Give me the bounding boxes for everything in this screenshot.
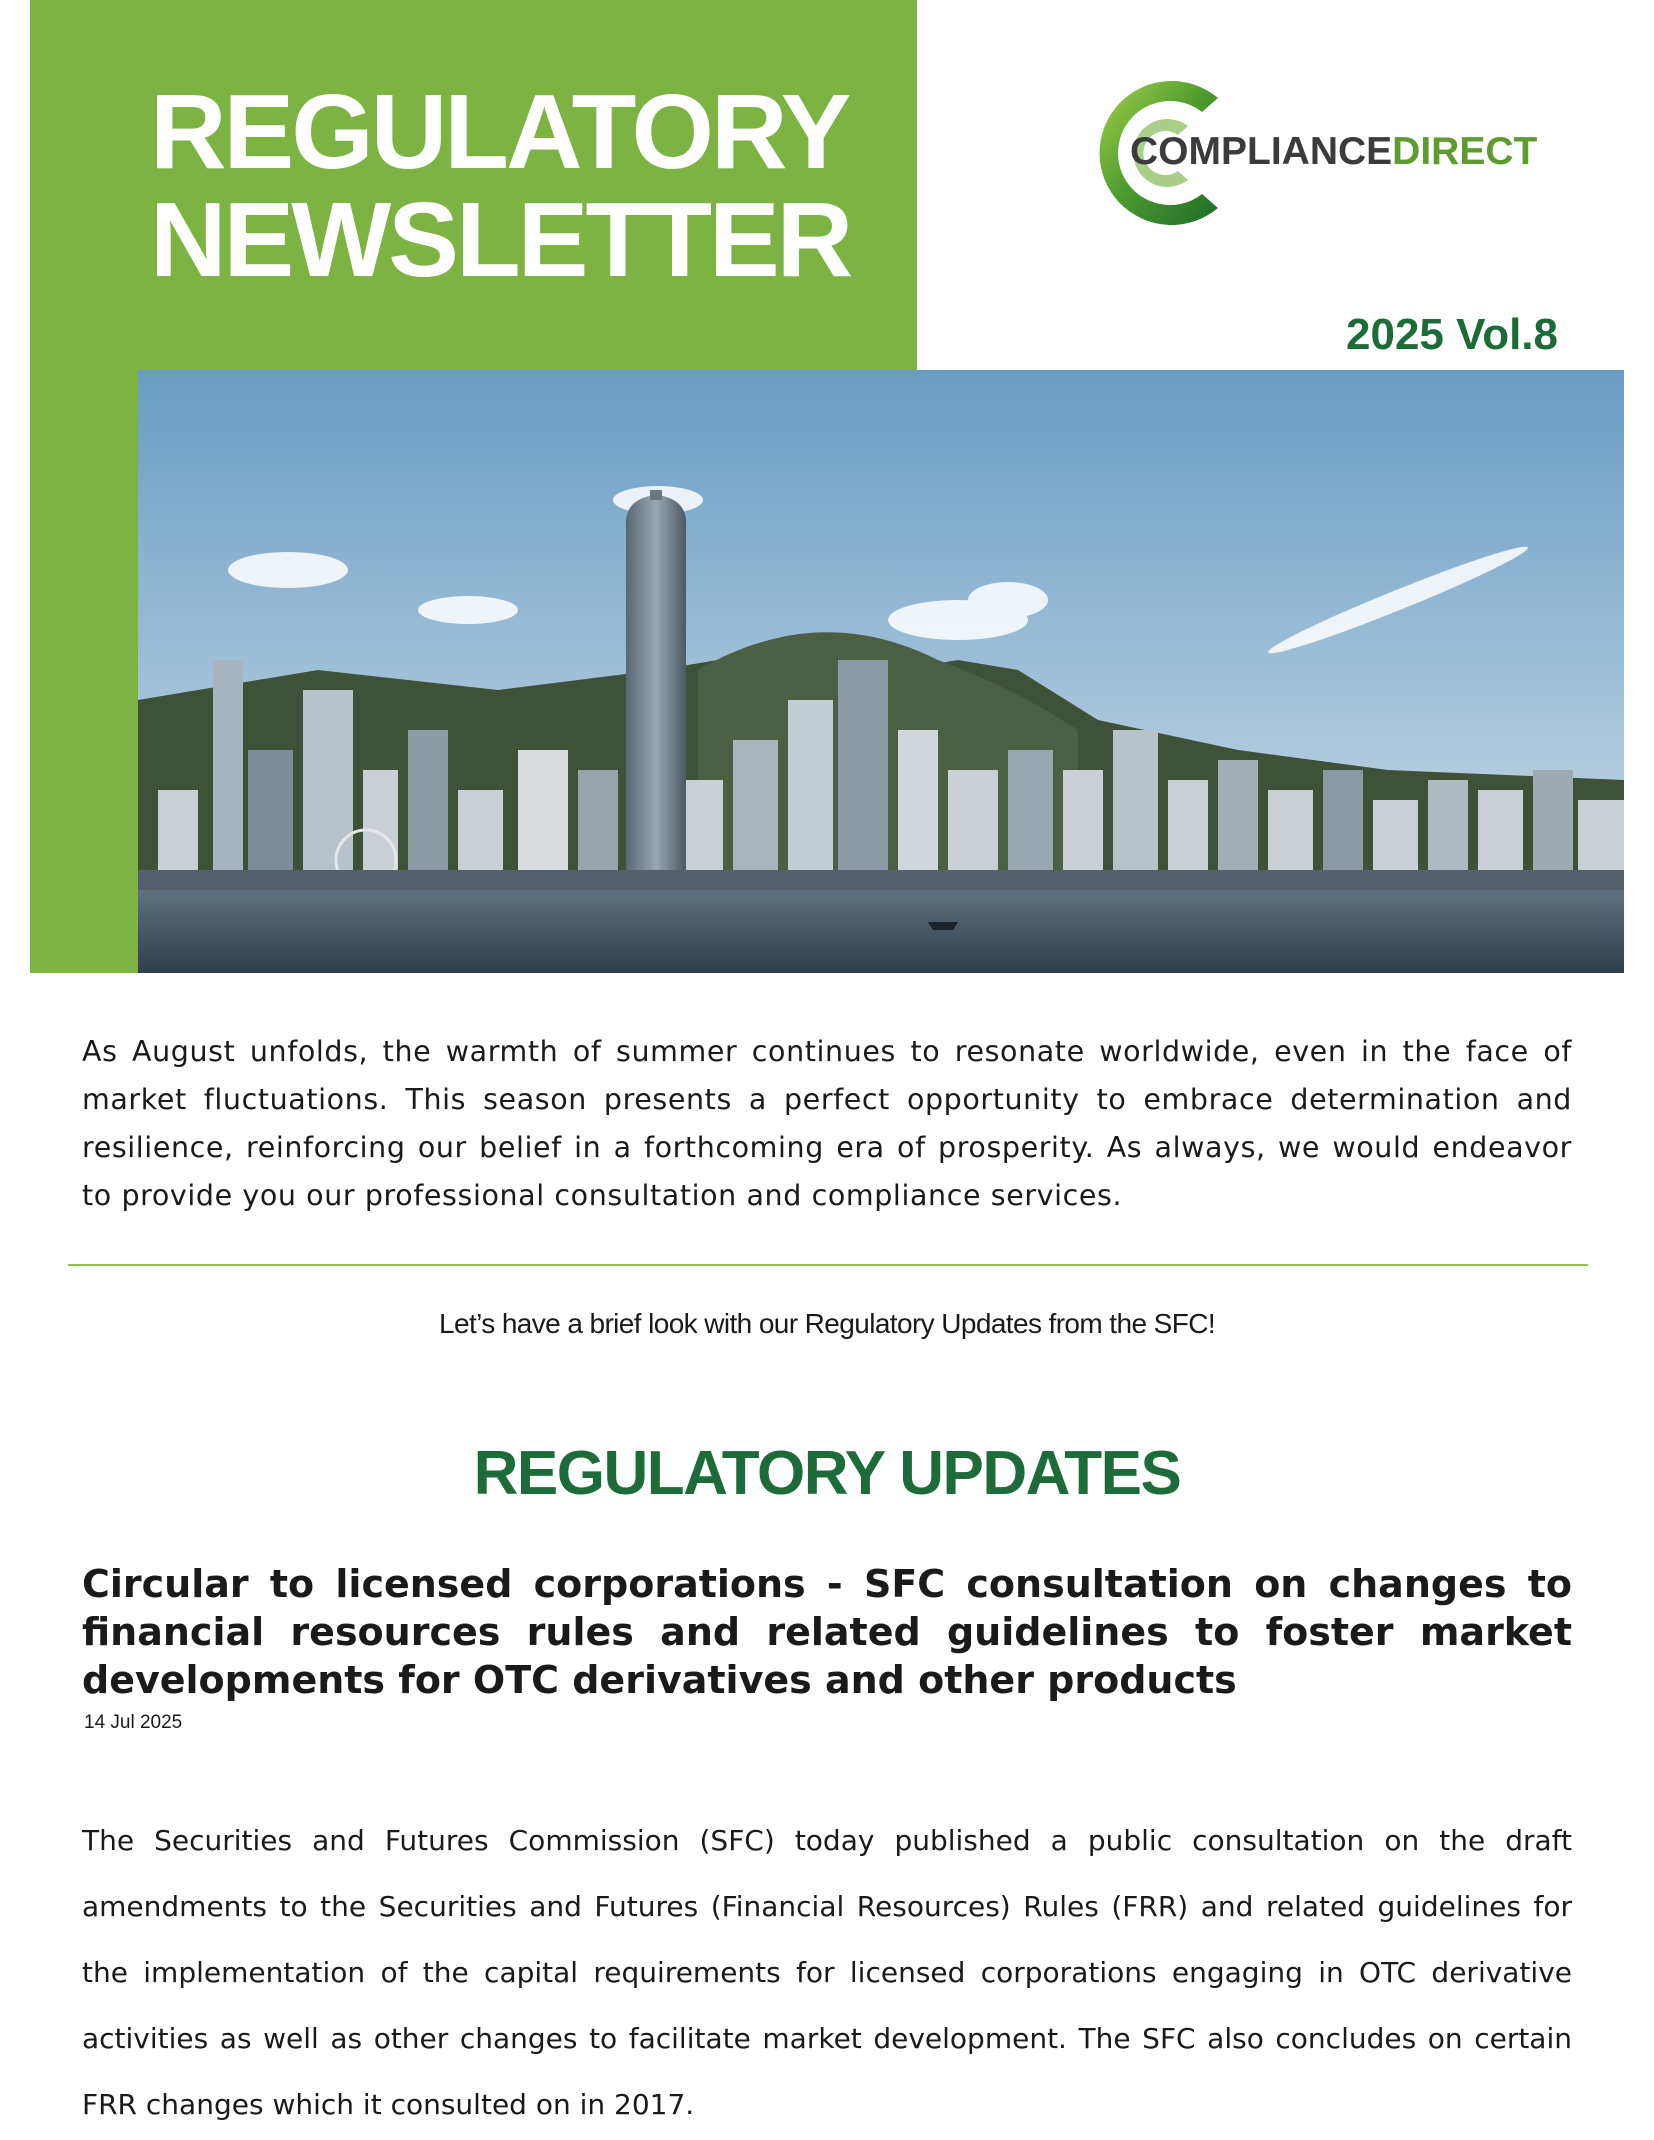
logo-text-direct: DIRECT [1392,130,1538,173]
updates-lead-text: Let’s have a brief look with our Regulatory Updates from the SFC! [439,1308,1215,1339]
company-logo [1068,70,1588,235]
title-line-1: REGULATORY [150,73,849,191]
logo-wordmark [1130,130,1537,174]
article-date: 14 Jul 2025 [84,1712,183,1733]
section-title: REGULATORY UPDATES [473,1439,1181,1508]
section-divider [68,1264,1588,1266]
article-title: Circular to licensed corporations - SFC consultation on changes to financial resources rules and related guidelines to foster market developments for OTC derivatives and other products [82,1562,1572,1702]
intro-paragraph: As August unfolds, the warmth of summer continues to resonate worldwide, even in the face of market fluctuations. This season presents a perfect opportunity to embrace determination and resilience, reinforcing our belief in a forthcoming era of prosperity. As always, we would endeavor to provide you our professional consultation and compliance services. [82,1035,1572,1212]
volume-label: 2025 Vol.8 [1346,310,1558,359]
article-body: The Securities and Futures Commission (SFC) today published a public consultation on the draft amendments to the Securities and Futures (Financial Resources) Rules (FRR) and related guidelines for the implementation of the capital requirements for licensed corporations engaging in OTC derivative activities as well as other changes to facilitate market development. The SFC also concludes on certain FRR changes which it consulted on in 2017. [82,1824,1572,2121]
newsletter-title [150,73,851,299]
title-line-2: NEWSLETTER [150,181,851,299]
city-skyline-illustration [138,370,1624,973]
logo-text-compliance: COMPLIANCE [1130,130,1393,173]
hero-image [138,370,1624,973]
